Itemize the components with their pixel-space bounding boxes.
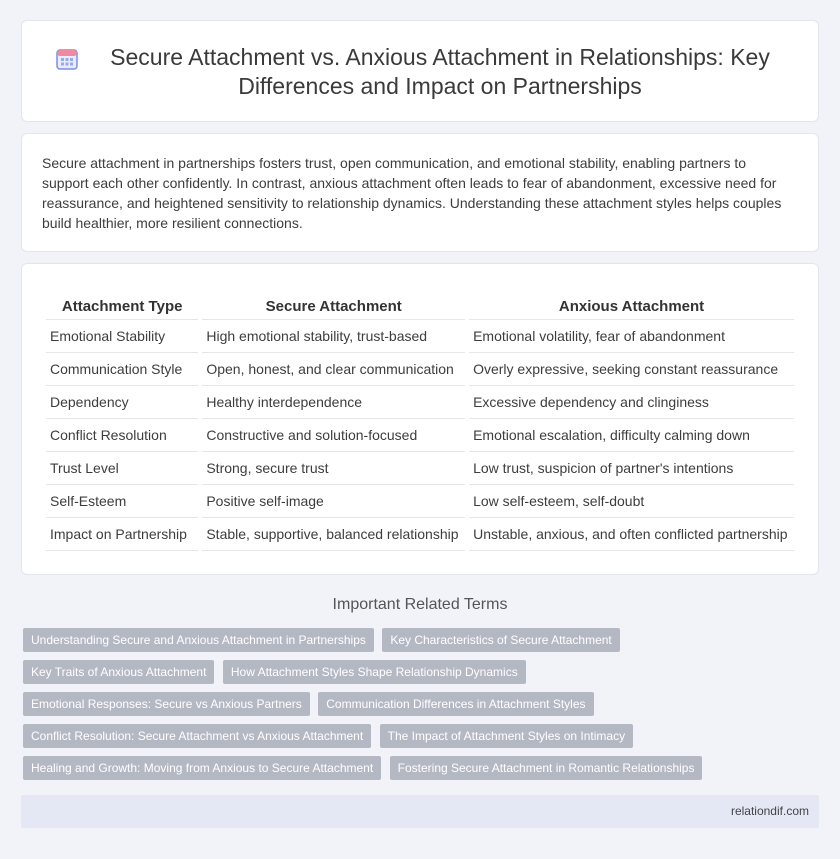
- table-cell: Open, honest, and clear communication: [202, 353, 465, 386]
- table-cell: Overly expressive, seeking constant reassurance: [469, 353, 794, 386]
- table-row: [46, 320, 794, 353]
- related-term-tag[interactable]: Key Traits of Anxious Attachment: [23, 660, 214, 684]
- footer-site-link[interactable]: relationdif.com: [730, 804, 809, 818]
- table-cell: Low self-esteem, self-doubt: [469, 485, 794, 518]
- table-row: [46, 485, 794, 518]
- column-header: Attachment Type: [46, 296, 198, 320]
- table-row: [46, 353, 794, 386]
- table-cell: High emotional stability, trust-based: [202, 320, 465, 353]
- comparison-table: [42, 296, 798, 551]
- table-cell: Emotional escalation, difficulty calming down: [469, 419, 794, 452]
- comparison-table-card: [21, 263, 819, 575]
- footer: [21, 795, 819, 828]
- table-cell: Positive self-image: [202, 485, 465, 518]
- table-cell: Stable, supportive, balanced relationship: [202, 518, 465, 551]
- related-term-tag[interactable]: Understanding Secure and Anxious Attachment in Partnerships: [23, 628, 374, 652]
- related-term-tag[interactable]: Emotional Responses: Secure vs Anxious Partners: [23, 692, 310, 716]
- table-row: [46, 419, 794, 452]
- table-cell: Impact on Partnership: [46, 518, 198, 551]
- table-cell: Conflict Resolution: [46, 419, 198, 452]
- table-cell: Dependency: [46, 386, 198, 419]
- table-cell: Healthy interdependence: [202, 386, 465, 419]
- page-title: Secure Attachment vs. Anxious Attachment in Relationships: Key Differences and Impact on Partnerships: [110, 44, 770, 99]
- related-terms-list: [23, 628, 823, 788]
- table-cell: Trust Level: [46, 452, 198, 485]
- table-cell: Strong, secure trust: [202, 452, 465, 485]
- title-card: [21, 20, 819, 122]
- related-term-tag[interactable]: The Impact of Attachment Styles on Intimacy: [380, 724, 633, 748]
- table-cell: Unstable, anxious, and often conflicted partnership: [469, 518, 794, 551]
- related-term-tag[interactable]: Fostering Secure Attachment in Romantic Relationships: [390, 756, 703, 780]
- table-cell: Low trust, suspicion of partner's intentions: [469, 452, 794, 485]
- related-term-tag[interactable]: Key Characteristics of Secure Attachment: [382, 628, 619, 652]
- table-cell: Excessive dependency and clinginess: [469, 386, 794, 419]
- table-cell: Communication Style: [46, 353, 198, 386]
- table-row: [46, 518, 794, 551]
- related-term-tag[interactable]: Healing and Growth: Moving from Anxious to Secure Attachment: [23, 756, 381, 780]
- related-term-tag[interactable]: Conflict Resolution: Secure Attachment vs Anxious Attachment: [23, 724, 371, 748]
- related-term-tag[interactable]: Communication Differences in Attachment Styles: [318, 692, 593, 716]
- related-term-tag[interactable]: How Attachment Styles Shape Relationship Dynamics: [223, 660, 526, 684]
- column-header: Anxious Attachment: [469, 296, 794, 320]
- intro-card: [21, 133, 819, 252]
- column-header: Secure Attachment: [202, 296, 465, 320]
- table-cell: Emotional volatility, fear of abandonment: [469, 320, 794, 353]
- table-cell: Constructive and solution-focused: [202, 419, 465, 452]
- table-row: [46, 452, 794, 485]
- table-cell: Emotional Stability: [46, 320, 198, 353]
- table-header-row: [46, 296, 794, 320]
- table-cell: Self-Esteem: [46, 485, 198, 518]
- related-terms-heading: Important Related Terms: [332, 596, 508, 613]
- table-row: [46, 386, 794, 419]
- intro-paragraph: Secure attachment in partnerships fosters trust, open communication, and emotional stability, enabling partners to support each other confidently. In contrast, anxious attachment often leads to fear of abandonment, excessive need for reassurance, and heightened sensitivity to relationship dynamics. Understanding these attachment styles helps couples build healthier, more resilient connections.: [42, 155, 782, 231]
